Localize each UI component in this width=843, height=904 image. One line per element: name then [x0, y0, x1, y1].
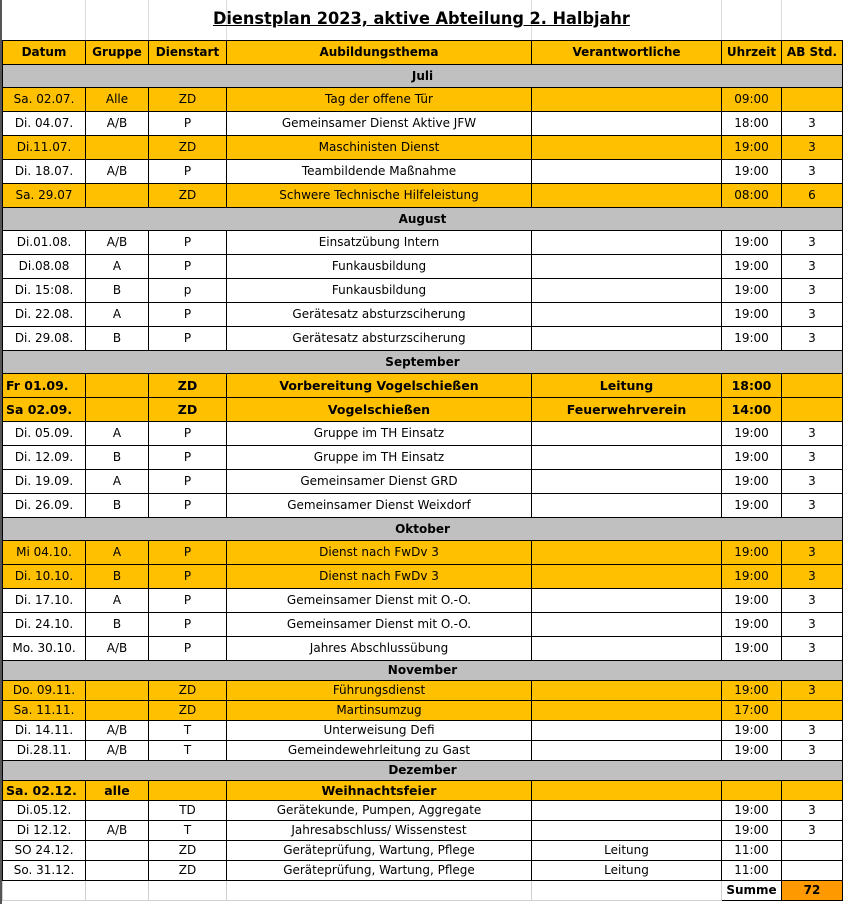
cell-gruppe[interactable]: A [86, 422, 149, 446]
cell-datum[interactable]: Di. 12.09. [3, 446, 86, 470]
table-row [3, 446, 843, 470]
empty-cell[interactable] [86, 881, 149, 901]
cell-dienstart[interactable]: P [149, 470, 227, 494]
cell-verantwortlich[interactable] [532, 565, 722, 589]
cell-datum[interactable]: Di. 29.08. [3, 327, 86, 351]
table-row [3, 821, 843, 841]
cell-thema[interactable]: Gemeinsamer Dienst Weixdorf [227, 494, 532, 518]
month-band-juli [3, 65, 843, 88]
month-band-dezember [3, 761, 843, 781]
cell-dienstart[interactable]: P [149, 565, 227, 589]
cell-dienstart[interactable]: P [149, 255, 227, 279]
cell-thema[interactable]: Gerätesatz absturzsciherung [227, 303, 532, 327]
month-label[interactable]: September [3, 351, 843, 374]
cell-ab-std[interactable]: 3 [782, 303, 843, 327]
cell-ab-std[interactable] [782, 861, 843, 881]
cell-verantwortlich[interactable] [532, 781, 722, 801]
cell-dienstart[interactable]: P [149, 303, 227, 327]
cell-verantwortlich[interactable] [532, 613, 722, 637]
cell-gruppe[interactable]: B [86, 446, 149, 470]
cell-verantwortlich[interactable] [532, 541, 722, 565]
table-row [3, 681, 843, 701]
cell-verantwortlich[interactable] [532, 231, 722, 255]
cell-datum[interactable]: Do. 09.11. [3, 681, 86, 701]
cell-thema[interactable]: Gruppe im TH Einsatz [227, 422, 532, 446]
cell-gruppe[interactable] [86, 681, 149, 701]
cell-verantwortlich[interactable]: Leitung [532, 374, 722, 398]
month-label[interactable]: Oktober [3, 518, 843, 541]
cell-datum[interactable]: Di.08.08 [3, 255, 86, 279]
cell-gruppe[interactable]: A/B [86, 821, 149, 841]
cell-gruppe[interactable]: A [86, 541, 149, 565]
cell-ab-std[interactable]: 3 [782, 637, 843, 661]
cell-thema[interactable]: Geräteprüfung, Wartung, Pflege [227, 841, 532, 861]
cell-datum[interactable]: SO 24.12. [3, 841, 86, 861]
cell-dienstart[interactable]: TD [149, 801, 227, 821]
cell-thema[interactable]: Dienst nach FwDv 3 [227, 565, 532, 589]
cell-datum[interactable]: Sa 02.09. [3, 398, 86, 422]
cell-datum[interactable]: Di. 26.09. [3, 494, 86, 518]
cell-thema[interactable]: Gerätesatz absturzsciherung [227, 327, 532, 351]
cell-thema[interactable]: Maschinisten Dienst [227, 136, 532, 160]
cell-uhrzeit[interactable]: 19:00 [722, 541, 782, 565]
table-row [3, 422, 843, 446]
cell-thema[interactable]: Jahresabschluss/ Wissenstest [227, 821, 532, 841]
header-verantwortliche[interactable]: Verantwortliche [532, 41, 722, 65]
cell-ab-std[interactable]: 3 [782, 446, 843, 470]
cell-verantwortlich[interactable] [532, 327, 722, 351]
cell-verantwortlich[interactable] [532, 160, 722, 184]
header-gruppe[interactable]: Gruppe [86, 41, 149, 65]
cell-verantwortlich[interactable]: Feuerwehrverein [532, 398, 722, 422]
cell-uhrzeit[interactable]: 19:00 [722, 565, 782, 589]
table-row [3, 741, 843, 761]
cell-verantwortlich[interactable] [532, 303, 722, 327]
table-row [3, 303, 843, 327]
table-row [3, 613, 843, 637]
table-row [3, 637, 843, 661]
cell-ab-std[interactable]: 3 [782, 613, 843, 637]
cell-thema[interactable]: Gemeinsamer Dienst GRD [227, 470, 532, 494]
table-row [3, 565, 843, 589]
cell-verantwortlich[interactable] [532, 721, 722, 741]
cell-ab-std[interactable]: 3 [782, 494, 843, 518]
cell-ab-std[interactable] [782, 374, 843, 398]
header-thema[interactable]: Aubildungsthema [227, 41, 532, 65]
cell-datum[interactable]: Di.11.07. [3, 136, 86, 160]
table-row [3, 861, 843, 881]
cell-gruppe[interactable]: B [86, 327, 149, 351]
cell-dienstart[interactable]: P [149, 637, 227, 661]
cell-datum[interactable]: Di. 24.10. [3, 613, 86, 637]
cell-verantwortlich[interactable]: Leitung [532, 861, 722, 881]
header-dienstart[interactable]: Dienstart [149, 41, 227, 65]
cell-uhrzeit[interactable]: 19:00 [722, 470, 782, 494]
cell-gruppe[interactable] [86, 184, 149, 208]
title-row [0, 0, 843, 38]
cell-verantwortlich[interactable]: Leitung [532, 841, 722, 861]
cell-datum[interactable]: Mi 04.10. [3, 541, 86, 565]
cell-dienstart[interactable]: P [149, 589, 227, 613]
cell-ab-std[interactable]: 3 [782, 112, 843, 136]
cell-verantwortlich[interactable] [532, 801, 722, 821]
cell-datum[interactable]: Fr 01.09. [3, 374, 86, 398]
cell-verantwortlich[interactable] [532, 494, 722, 518]
cell-datum[interactable]: Di.01.08. [3, 231, 86, 255]
cell-uhrzeit[interactable]: 19:00 [722, 231, 782, 255]
cell-thema[interactable]: Vorbereitung Vogelschießen [227, 374, 532, 398]
cell-dienstart[interactable]: ZD [149, 374, 227, 398]
cell-ab-std[interactable] [782, 398, 843, 422]
cell-uhrzeit[interactable]: 08:00 [722, 184, 782, 208]
table-row [3, 279, 843, 303]
cell-gruppe[interactable]: Alle [86, 88, 149, 112]
page-title[interactable]: Dienstplan 2023, aktive Abteilung 2. Halbjahr [213, 9, 630, 29]
cell-ab-std[interactable]: 6 [782, 184, 843, 208]
cell-gruppe[interactable]: A/B [86, 721, 149, 741]
cell-dienstart[interactable]: ZD [149, 398, 227, 422]
cell-gruppe[interactable]: A/B [86, 741, 149, 761]
cell-gruppe[interactable]: B [86, 613, 149, 637]
cell-datum[interactable]: Di. 22.08. [3, 303, 86, 327]
table-row [3, 255, 843, 279]
cell-datum[interactable]: Di 12.12. [3, 821, 86, 841]
cell-uhrzeit[interactable]: 11:00 [722, 841, 782, 861]
cell-gruppe[interactable]: A/B [86, 637, 149, 661]
cell-verantwortlich[interactable] [532, 589, 722, 613]
cell-dienstart[interactable]: ZD [149, 701, 227, 721]
cell-ab-std[interactable]: 3 [782, 255, 843, 279]
table-row [3, 88, 843, 112]
cell-datum[interactable]: So. 31.12. [3, 861, 86, 881]
cell-uhrzeit[interactable]: 18:00 [722, 374, 782, 398]
cell-thema[interactable]: Vogelschießen [227, 398, 532, 422]
cell-ab-std[interactable]: 3 [782, 327, 843, 351]
cell-datum[interactable]: Sa. 11.11. [3, 701, 86, 721]
cell-ab-std[interactable]: 3 [782, 279, 843, 303]
cell-thema[interactable]: Jahres Abschlussübung [227, 637, 532, 661]
cell-gruppe[interactable]: A [86, 589, 149, 613]
month-band-november [3, 661, 843, 681]
cell-gruppe[interactable]: alle [86, 781, 149, 801]
table-row [3, 231, 843, 255]
header-row [3, 41, 843, 65]
cell-dienstart[interactable]: P [149, 541, 227, 565]
cell-datum[interactable]: Di. 18.07. [3, 160, 86, 184]
cell-uhrzeit[interactable]: 19:00 [722, 494, 782, 518]
cell-datum[interactable]: Sa. 02.07. [3, 88, 86, 112]
table-row [3, 136, 843, 160]
empty-cell[interactable] [532, 881, 722, 901]
cell-uhrzeit[interactable]: 19:00 [722, 327, 782, 351]
cell-dienstart[interactable]: T [149, 821, 227, 841]
cell-gruppe[interactable] [86, 801, 149, 821]
cell-verantwortlich[interactable] [532, 88, 722, 112]
cell-uhrzeit[interactable]: 18:00 [722, 112, 782, 136]
table-row [3, 781, 843, 801]
cell-datum[interactable]: Di. 05.09. [3, 422, 86, 446]
cell-uhrzeit[interactable]: 19:00 [722, 160, 782, 184]
month-label[interactable]: Dezember [3, 761, 843, 781]
table-row [3, 398, 843, 422]
table-row [3, 327, 843, 351]
month-label[interactable]: Juli [3, 65, 843, 88]
cell-ab-std[interactable]: 3 [782, 821, 843, 841]
cell-verantwortlich[interactable] [532, 136, 722, 160]
cell-dienstart[interactable]: P [149, 112, 227, 136]
cell-gruppe[interactable] [86, 136, 149, 160]
cell-ab-std[interactable]: 3 [782, 801, 843, 821]
table-row [3, 589, 843, 613]
cell-dienstart[interactable]: P [149, 613, 227, 637]
cell-dienstart[interactable]: P [149, 231, 227, 255]
cell-thema[interactable]: Tag der offene Tür [227, 88, 532, 112]
cell-ab-std[interactable]: 3 [782, 681, 843, 701]
table-row [3, 374, 843, 398]
table-row [3, 160, 843, 184]
cell-gruppe[interactable]: A [86, 470, 149, 494]
cell-uhrzeit[interactable]: 11:00 [722, 861, 782, 881]
cell-gruppe[interactable] [86, 841, 149, 861]
cell-gruppe[interactable]: A [86, 303, 149, 327]
cell-uhrzeit[interactable]: 19:00 [722, 446, 782, 470]
cell-thema[interactable]: Funkausbildung [227, 279, 532, 303]
schedule-table [2, 40, 843, 901]
table-row [3, 701, 843, 721]
cell-verantwortlich[interactable] [532, 112, 722, 136]
cell-ab-std[interactable]: 3 [782, 422, 843, 446]
cell-gruppe[interactable]: A/B [86, 112, 149, 136]
cell-thema[interactable]: Gemeindewehrleitung zu Gast [227, 741, 532, 761]
header-datum[interactable]: Datum [3, 41, 86, 65]
cell-dienstart[interactable]: T [149, 741, 227, 761]
cell-thema[interactable]: Martinsumzug [227, 701, 532, 721]
cell-thema[interactable]: Gerätekunde, Pumpen, Aggregate [227, 801, 532, 821]
cell-ab-std[interactable] [782, 701, 843, 721]
cell-dienstart[interactable] [149, 781, 227, 801]
cell-dienstart[interactable]: ZD [149, 861, 227, 881]
cell-dienstart[interactable]: ZD [149, 136, 227, 160]
cell-verantwortlich[interactable] [532, 470, 722, 494]
cell-ab-std[interactable] [782, 88, 843, 112]
cell-thema[interactable]: Unterweisung Defi [227, 721, 532, 741]
cell-verantwortlich[interactable] [532, 279, 722, 303]
empty-cell[interactable] [3, 881, 86, 901]
cell-uhrzeit[interactable]: 19:00 [722, 589, 782, 613]
cell-uhrzeit[interactable]: 19:00 [722, 422, 782, 446]
cell-thema[interactable]: Führungsdienst [227, 681, 532, 701]
month-label[interactable]: August [3, 208, 843, 231]
cell-datum[interactable]: Mo. 30.10. [3, 637, 86, 661]
cell-verantwortlich[interactable] [532, 701, 722, 721]
cell-datum[interactable]: Di. 15:08. [3, 279, 86, 303]
cell-ab-std[interactable] [782, 781, 843, 801]
cell-ab-std[interactable]: 3 [782, 136, 843, 160]
cell-uhrzeit[interactable] [722, 781, 782, 801]
cell-uhrzeit[interactable]: 19:00 [722, 637, 782, 661]
cell-thema[interactable]: Teambildende Maßnahme [227, 160, 532, 184]
cell-ab-std[interactable]: 3 [782, 541, 843, 565]
cell-ab-std[interactable]: 3 [782, 741, 843, 761]
cell-thema[interactable]: Geräteprüfung, Wartung, Pflege [227, 861, 532, 881]
cell-thema[interactable]: Gruppe im TH Einsatz [227, 446, 532, 470]
cell-thema[interactable]: Funkausbildung [227, 255, 532, 279]
cell-uhrzeit[interactable]: 17:00 [722, 701, 782, 721]
cell-gruppe[interactable] [86, 374, 149, 398]
cell-dienstart[interactable]: ZD [149, 88, 227, 112]
cell-ab-std[interactable]: 3 [782, 565, 843, 589]
cell-verantwortlich[interactable] [532, 422, 722, 446]
cell-gruppe[interactable] [86, 398, 149, 422]
cell-uhrzeit[interactable]: 19:00 [722, 279, 782, 303]
summary-label[interactable]: Summe [722, 881, 782, 901]
cell-ab-std[interactable]: 3 [782, 721, 843, 741]
cell-datum[interactable]: Di. 04.07. [3, 112, 86, 136]
cell-gruppe[interactable]: B [86, 279, 149, 303]
cell-verantwortlich[interactable] [532, 446, 722, 470]
cell-gruppe[interactable]: B [86, 494, 149, 518]
cell-dienstart[interactable]: p [149, 279, 227, 303]
empty-cell[interactable] [227, 881, 532, 901]
cell-datum[interactable]: Di. 10.10. [3, 565, 86, 589]
cell-datum[interactable]: Di. 17.10. [3, 589, 86, 613]
cell-gruppe[interactable] [86, 861, 149, 881]
table-row [3, 184, 843, 208]
cell-ab-std[interactable]: 3 [782, 589, 843, 613]
cell-verantwortlich[interactable] [532, 821, 722, 841]
month-band-oktober [3, 518, 843, 541]
cell-ab-std[interactable] [782, 841, 843, 861]
cell-uhrzeit[interactable]: 19:00 [722, 136, 782, 160]
cell-gruppe[interactable]: A/B [86, 160, 149, 184]
cell-ab-std[interactable]: 3 [782, 160, 843, 184]
cell-verantwortlich[interactable] [532, 255, 722, 279]
table-row [3, 721, 843, 741]
cell-datum[interactable]: Sa. 02.12. [3, 781, 86, 801]
header-uhrzeit[interactable]: Uhrzeit [722, 41, 782, 65]
cell-thema[interactable]: Gemeinsamer Dienst Aktive JFW [227, 112, 532, 136]
cell-thema[interactable]: Schwere Technische Hilfeleistung [227, 184, 532, 208]
cell-datum[interactable]: Di.05.12. [3, 801, 86, 821]
table-row [3, 470, 843, 494]
cell-uhrzeit[interactable]: 14:00 [722, 398, 782, 422]
cell-ab-std[interactable]: 3 [782, 470, 843, 494]
summary-value[interactable]: 72 [782, 881, 843, 901]
cell-thema[interactable]: Dienst nach FwDv 3 [227, 541, 532, 565]
cell-dienstart[interactable]: ZD [149, 841, 227, 861]
cell-uhrzeit[interactable]: 19:00 [722, 613, 782, 637]
cell-thema[interactable]: Einsatzübung Intern [227, 231, 532, 255]
cell-verantwortlich[interactable] [532, 184, 722, 208]
header-ab-std[interactable]: AB Std. [782, 41, 843, 65]
cell-dienstart[interactable]: P [149, 446, 227, 470]
month-band-september [3, 351, 843, 374]
month-band-august [3, 208, 843, 231]
cell-thema[interactable]: Weihnachtsfeier [227, 781, 532, 801]
cell-uhrzeit[interactable]: 19:00 [722, 741, 782, 761]
cell-datum[interactable]: Di. 19.09. [3, 470, 86, 494]
table-row [3, 541, 843, 565]
cell-dienstart[interactable]: ZD [149, 681, 227, 701]
cell-ab-std[interactable]: 3 [782, 231, 843, 255]
empty-cell[interactable] [149, 881, 227, 901]
summary-row [3, 881, 843, 901]
cell-gruppe[interactable]: A/B [86, 231, 149, 255]
cell-verantwortlich[interactable] [532, 637, 722, 661]
cell-dienstart[interactable]: ZD [149, 184, 227, 208]
cell-dienstart[interactable]: P [149, 494, 227, 518]
cell-uhrzeit[interactable]: 19:00 [722, 681, 782, 701]
cell-datum[interactable]: Sa. 29.07 [3, 184, 86, 208]
cell-verantwortlich[interactable] [532, 681, 722, 701]
table-row [3, 841, 843, 861]
cell-uhrzeit[interactable]: 19:00 [722, 721, 782, 741]
cell-dienstart[interactable]: T [149, 721, 227, 741]
table-row [3, 801, 843, 821]
cell-datum[interactable]: Di.28.11. [3, 741, 86, 761]
cell-verantwortlich[interactable] [532, 741, 722, 761]
cell-datum[interactable]: Di. 14.11. [3, 721, 86, 741]
table-row [3, 494, 843, 518]
cell-gruppe[interactable]: B [86, 565, 149, 589]
table-row [3, 112, 843, 136]
cell-uhrzeit[interactable]: 09:00 [722, 88, 782, 112]
cell-uhrzeit[interactable]: 19:00 [722, 801, 782, 821]
cell-dienstart[interactable]: P [149, 160, 227, 184]
cell-uhrzeit[interactable]: 19:00 [722, 303, 782, 327]
cell-uhrzeit[interactable]: 19:00 [722, 255, 782, 279]
cell-thema[interactable]: Gemeinsamer Dienst mit O.-O. [227, 589, 532, 613]
cell-dienstart[interactable]: P [149, 327, 227, 351]
month-label[interactable]: November [3, 661, 843, 681]
cell-thema[interactable]: Gemeinsamer Dienst mit O.-O. [227, 613, 532, 637]
cell-dienstart[interactable]: P [149, 422, 227, 446]
cell-gruppe[interactable] [86, 701, 149, 721]
cell-gruppe[interactable]: A [86, 255, 149, 279]
cell-uhrzeit[interactable]: 19:00 [722, 821, 782, 841]
